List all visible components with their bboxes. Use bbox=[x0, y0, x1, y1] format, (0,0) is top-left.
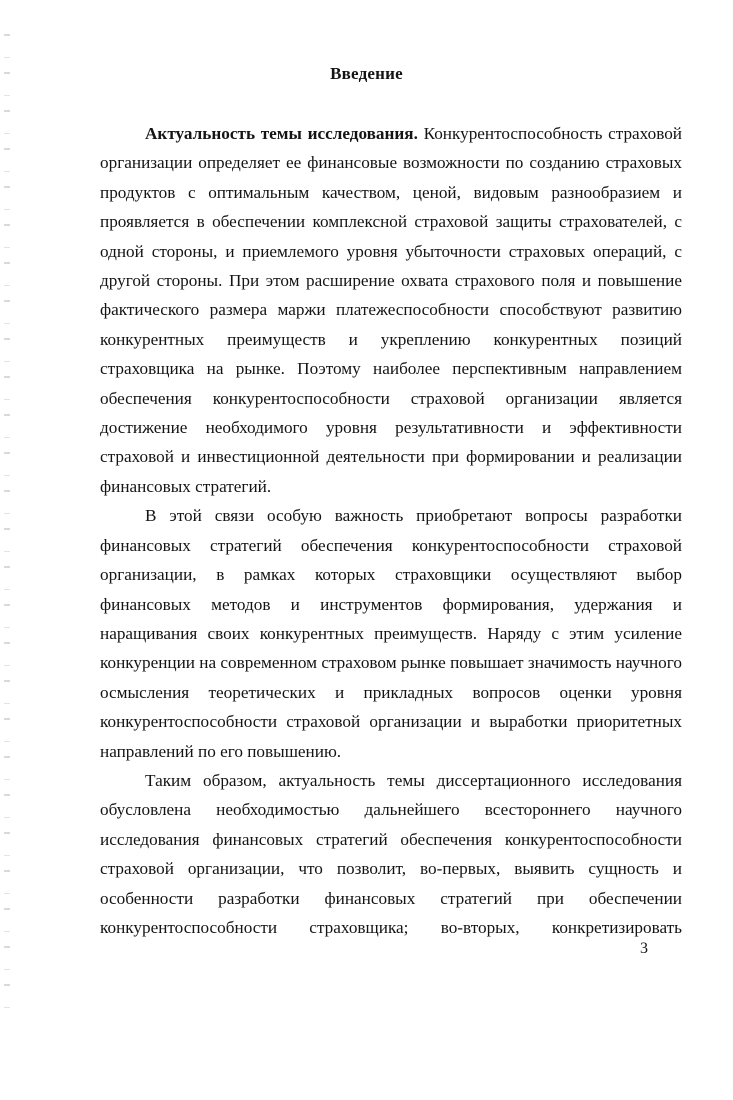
paragraph-importance: В этой связи особую важность приобретают вопросы разработки финансовых стратегий обеспечения конкурентоспособности страховой организации, в рамках которых страховщики осуществляют выбор финансовых методов и инструментов формирования, удержания и наращивания своих конкурентных преимуществ. Наряду с этим усиление конкуренции на современном страховом рынке повышает значимость научного осмысления теоретических и прикладных вопросов оценки уровня конкурентоспособности страховой организации и выработки приоритетных направлений по его повышению. bbox=[100, 506, 682, 761]
paragraph-text: Конкурентоспособность страховой организации определяет ее финансовые возможности по созданию страховых продуктов с оптимальным качеством, ценой, видовым разнообразием и проявляется в обеспечении комплексной страховой защиты страхователей, с одной стороны, и приемлемого уровня убыточности страховых операций, с другой стороны. При этом расширение охвата страхового поля и повышение фактического размера маржи платежеспособности способствуют развитию конкурентных преимуществ и укреплению конкурентных позиций страховщика на рынке. Поэтому наиболее перспективным направлением обеспечения конкурентоспособности страховой организации является достижение необходимого уровня результативности и эффективности страховой и инвестиционной деятельности при формировании и реализации финансовых стратегий. bbox=[100, 124, 682, 496]
paragraph-relevance bbox=[100, 119, 682, 501]
section-title: Введение bbox=[330, 64, 403, 83]
body-text bbox=[100, 119, 682, 942]
paragraph-conclusion: Таким образом, актуальность темы диссертационного исследования обусловлена необходимостью дальнейшего всестороннего научного исследования финансовых стратегий обеспечения конкурентоспособности страховой организации, что позволит, во-первых, выявить сущность и особенности разработки финансовых стратегий при обеспечении конкурентоспособности страховщика; во-вторых, конкретизировать bbox=[100, 770, 682, 937]
scan-edge-artifact bbox=[4, 20, 10, 1020]
paragraph-lead-heading: Актуальность темы исследования. bbox=[145, 124, 418, 143]
page-number: 3 bbox=[640, 940, 648, 957]
